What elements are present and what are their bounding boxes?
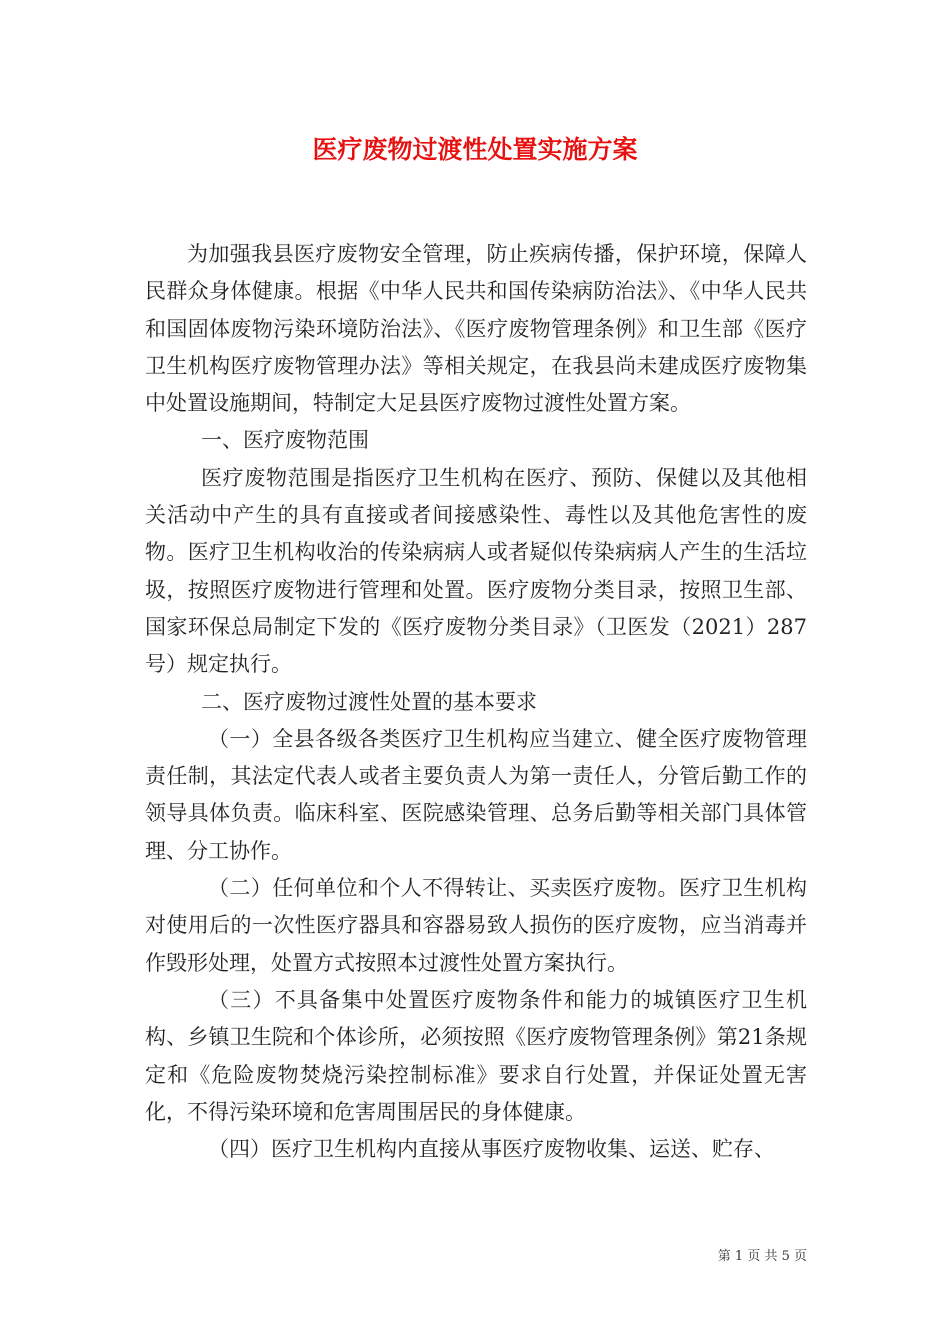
document-body <box>145 236 807 1168</box>
document-title: 医疗废物过渡性处置实施方案 <box>312 135 638 164</box>
paragraph-scope: 医疗废物范围是指医疗卫生机构在医疗、预防、保健以及其他相关活动中产生的具有直接或者间接感染性、毒性以及其他危害性的废物。医疗卫生机构收治的传染病病人或者疑似传染病病人产生的生活垃圾，按照医疗废物进行管理和处置。医疗废物分类目录，按照卫生部、国家环保总局制定下发的《医疗废物分类目录》（卫医发（2021）287号）规定执行。 <box>145 465 807 677</box>
paragraph-item-3: （三）不具备集中处置医疗废物条件和能力的城镇医疗卫生机构、乡镇卫生院和个体诊所，必须按照《医疗废物管理条例》第21条规定和《危险废物焚烧污染控制标准》要求自行处置，并保证处置无害化，不得污染环境和危害周围居民的身体健康。 <box>145 987 807 1124</box>
section-heading-2: 二、医疗废物过渡性处置的基本要求 <box>201 689 537 714</box>
paragraph-item-2: （二）任何单位和个人不得转让、买卖医疗废物。医疗卫生机构对使用后的一次性医疗器具和容器易致人损伤的医疗废物，应当消毒并作毁形处理，处置方式按照本过渡性处置方案执行。 <box>145 876 807 975</box>
page-number: 第 1 页 共 5 页 <box>717 1249 807 1264</box>
section-heading-1: 一、医疗废物范围 <box>201 428 369 453</box>
paragraph-item-1: （一）全县各级各类医疗卫生机构应当建立、健全医疗废物管理责任制，其法定代表人或者主要负责人为第一责任人，分管后勤工作的领导具体负责。临床科室、医院感染管理、总务后勤等相关部门具体管理、分工协作。 <box>145 726 807 863</box>
paragraph-intro: 为加强我县医疗废物安全管理，防止疾病传播，保护环境，保障人民群众身体健康。根据《中华人民共和国传染病防治法》、《中华人民共和国固体废物污染环境防治法》、《医疗废物管理条例》和卫生部《医疗卫生机构医疗废物管理办法》等相关规定，在我县尚未建成医疗废物集中处置设施期间，特制定大足县医疗废物过渡性处置方案。 <box>145 242 807 416</box>
paragraph-item-4: （四）医疗卫生机构内直接从事医疗废物收集、运送、贮存、 <box>208 1137 775 1162</box>
